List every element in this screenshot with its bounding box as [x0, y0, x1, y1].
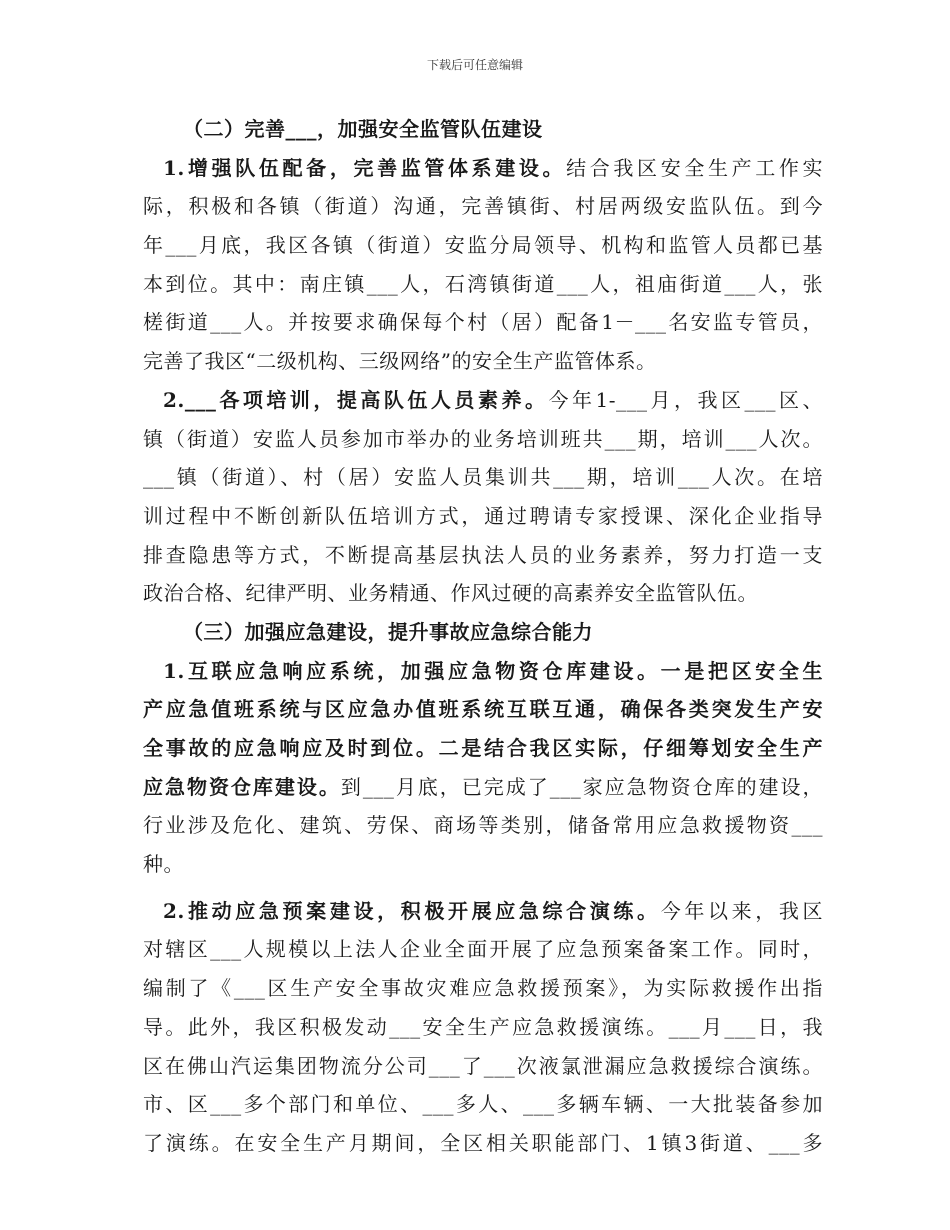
- body-text: 今年以来，我区: [660, 898, 823, 923]
- text-line: 行业涉及危化、建筑、劳保、商场等类别，储备常用应急救援物资___: [143, 813, 823, 838]
- text-line: 产应急值班系统与区应急办值班系统互联互通，确保各类突发生产安: [143, 697, 823, 722]
- text-line: 市、区___多个部门和单位、___多人、___多辆车辆、一大批装备参加: [143, 1092, 823, 1117]
- text-line: [143, 892, 823, 931]
- paragraph-gap: [143, 884, 823, 892]
- text-line: 政治合格、纪律严明、业务精通、作风过硬的高素养安全监管队伍。: [143, 581, 758, 606]
- text-line: [143, 381, 823, 420]
- bold-lead-text: 应急物资仓库建设。: [143, 774, 341, 799]
- bold-lead-text: 2.推动应急预案建设，积极开展应急综合演练。: [163, 898, 661, 923]
- text-line: 槎街道___人。并按要求确保每个村（居）配备1－___名安监专管员，: [143, 310, 823, 335]
- text-line: 区在佛山汽运集团物流分公司___了___次液氯泄漏应急救援综合演练。: [143, 1053, 823, 1078]
- text-line: [143, 149, 823, 188]
- body-text: 结合我区安全生产工作实: [566, 155, 823, 180]
- text-line: 对辖区___人规模以上法人企业全面开展了应急预案备案工作。同时，: [143, 937, 823, 962]
- text-line: （二）完善___，加强安全监管队伍建设: [183, 117, 543, 141]
- text-line: 训过程中不断创新队伍培训方式，通过聘请专家授课、深化企业指导: [143, 503, 823, 528]
- text-line: 全事故的应急响应及时到位。二是结合我区实际，仔细筹划安全生产: [143, 736, 823, 760]
- bold-lead-text: 2.___各项培训，提高队伍人员素养。: [163, 387, 549, 412]
- page-header: 下载后可任意编辑: [426, 58, 523, 72]
- body-text: 到___月底，已完成了___家应急物资仓库的建设，: [340, 774, 824, 799]
- text-line: （三）加强应急建设，提升事故应急综合能力: [183, 619, 593, 644]
- text-line: 导。此外，我区积极发动___安全生产应急救援演练。___月___日，我: [143, 1014, 823, 1039]
- text-line: 际，积极和各镇（街道）沟通，完善镇街、村居两级安监队伍。到今: [143, 194, 823, 219]
- document-body: [143, 110, 823, 1163]
- text-line: 1.互联应急响应系统，加强应急物资仓库建设。一是把区安全生: [163, 658, 823, 683]
- text-line: 完善了我区“二级机构、三级网络”的安全生产监管体系。: [143, 349, 657, 374]
- text-line: 种。: [143, 852, 184, 877]
- text-line: [143, 768, 823, 807]
- text-line: 镇（街道）安监人员参加市举办的业务培训班共___期，培训___人次。: [143, 426, 823, 451]
- text-line: 编制了《___区生产安全事故灾难应急救援预案》，为实际救援作出指: [143, 976, 823, 1001]
- text-line: 本到位。其中：南庄镇___人，石湾镇街道___人，祖庙街道___人，张: [143, 271, 823, 296]
- bold-lead-text: 1.增强队伍配备，完善监管体系建设。: [163, 155, 567, 180]
- text-line: 年___月底，我区各镇（街道）安监分局领导、机构和监管人员都已基: [143, 233, 823, 258]
- text-line: 排查隐患等方式，不断提高基层执法人员的业务素养，努力打造一支: [143, 542, 823, 567]
- body-text: 今年1-___月，我区___区、: [548, 387, 823, 412]
- text-line: 了演练。在安全生产月期间，全区相关职能部门、1镇3街道、___多: [143, 1130, 823, 1155]
- text-line: ___镇（街道）、村（居）安监人员集训共___期，培训___人次。在培: [143, 465, 823, 490]
